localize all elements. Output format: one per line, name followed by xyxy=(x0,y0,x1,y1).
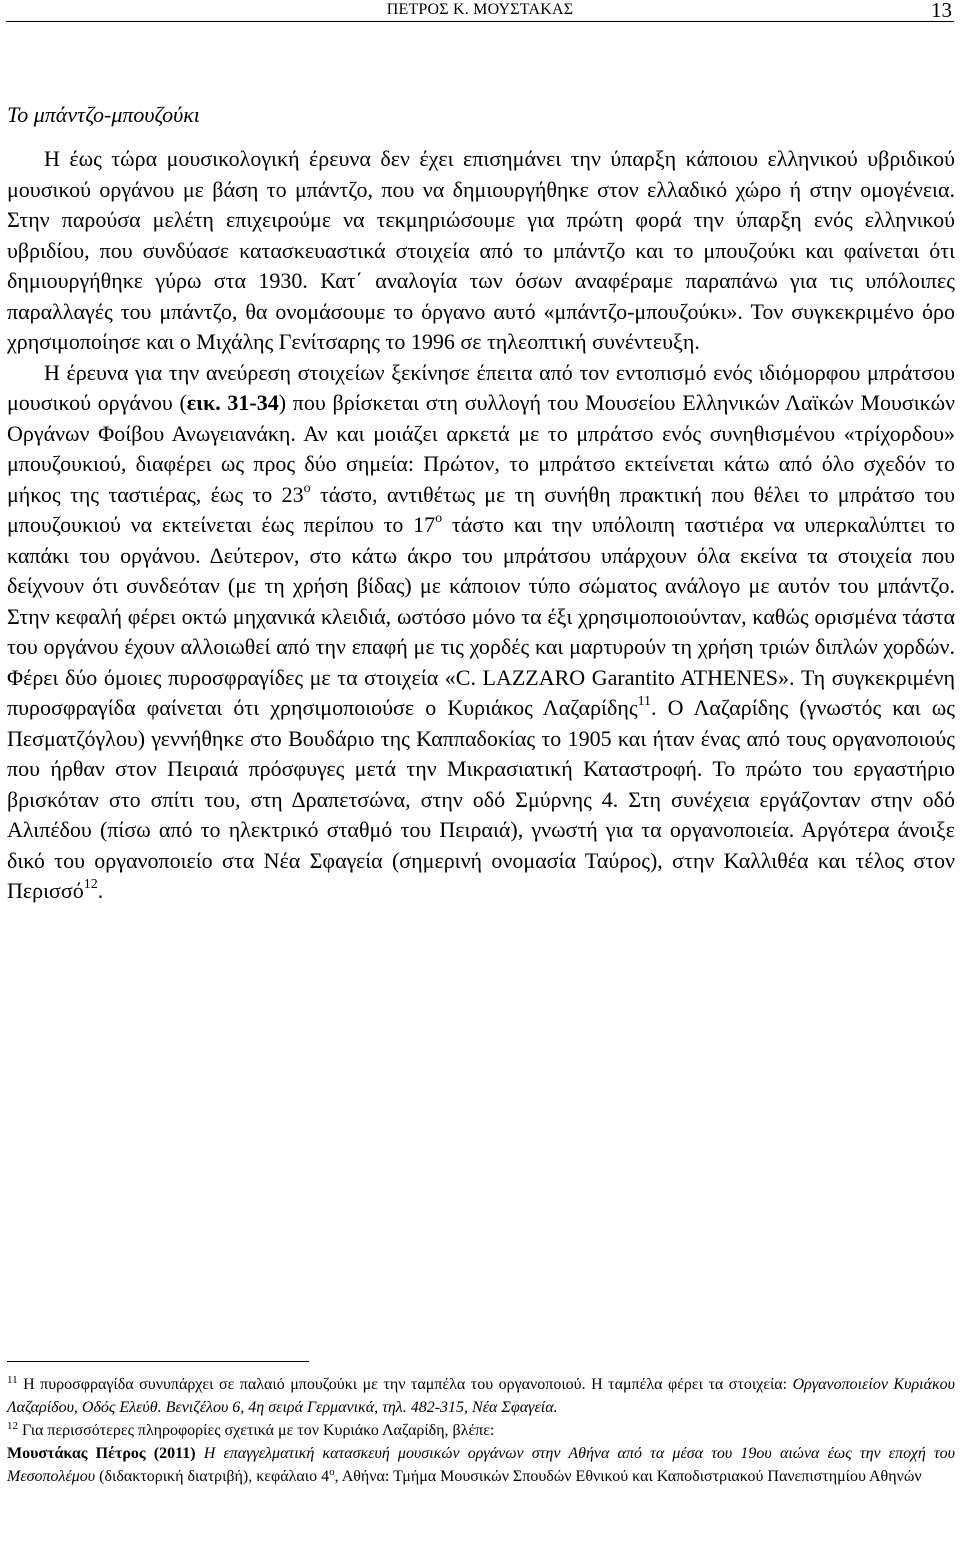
paragraph-text: τάστο, αντιθέτως με τη συνήθη πρακτική που θέλει το μπράτσο του μπουζουκιού να εκτείνεται έως περίπου το 17 xyxy=(7,481,955,537)
footnote-number: 11 xyxy=(7,1374,18,1386)
ordinal-superscript: ο xyxy=(329,1466,335,1478)
section-title: Το μπάντζο-μπουζούκι xyxy=(7,102,200,127)
header-rule xyxy=(6,21,954,22)
footnote-11 xyxy=(7,1373,955,1419)
running-head-author: ΠΕΤΡΟΣ Κ. ΜΟΥΣΤΑΚΑΣ xyxy=(386,1,574,18)
footnote-ref-11[interactable]: 11 xyxy=(637,694,652,709)
footnote-number: 12 xyxy=(7,1420,18,1432)
paragraph-text: ) που βρίσκεται στη συλλογή του Μουσείου Ελληνικών Λαϊκών Μουσικών Οργάνων Φοίβου Ανωγειανάκη. Αν και μοιάζει αρκετά με το μπράτσο ενός συνηθισμένου «τρίχορδου» μπουζουκιού, διαφέρει ως προς δύο σημεία: Πρώτον, το μπράτσο εκτείνεται κάτω από όλο σχεδόν το μήκος της ταστιέρας, έως το 23 xyxy=(7,390,956,507)
footnote-12 xyxy=(7,1419,955,1488)
footnote-ref-12[interactable]: 12 xyxy=(83,877,98,892)
paragraph-text: . Ο Λαζαρίδης (γνωστός και ως Πεσματζόγλου) γεννήθηκε στο Βουδάριο της Καππαδοκίας το 1905 και ήταν ένας από τους οργανοποιούς που ήρθαν στον Πειραιά πρόσφυγες μετά την Μικρασιατική Καταστροφή. Το πρώτο του εργαστήριο βρισκόταν στο σπίτι του, στη Δραπετσώνα, στην οδό Σμύρνης 4. Στη συνέχεια εργάζονταν στην οδό Αλιπέδου (πίσω από το ηλεκτρικό σταθμό του Πειραιά), γνωστή για τα οργανοποιεία. Αργότερα άνοιξε δικό του οργανοποιείο στα Νέα Σφαγεία (σημερινή ονομασία Ταύρος), στην Καλλιθέα και τέλος στον Περισσό xyxy=(7,695,955,903)
footnote-text: Για περισσότερες πληροφορίες σχετικά με τον Κυριάκο Λαζαρίδη, βλέπε: xyxy=(18,1422,495,1439)
main-content xyxy=(7,100,955,907)
paragraph-text: Η έως τώρα μουσικολογική έρευνα δεν έχει επισημάνει την ύπαρξη κάποιου ελληνικού υβριδικού μουσικού οργάνου με βάση το μπάντζο, που να δημιουργήθηκε στον ελλαδικό χώρο ή στην ομογένεια. Στην παρούσα μελέτη επιχειρούμε να τεκμηριώσουμε για πρώτη φορά την ύπαρξη ενός ελληνικού υβριδίου, που συνδύασε κατασκευαστικά στοιχεία από το μπάντζο και το μπουζούκι και φαίνεται ότι δημιουργήθηκε γύρω στα 1930. Κατ΄ αναλογία των όσων αναφέραμε παραπάνω για τις υπόλοιπες παραλλαγές του μπάντζο, θα ονομάσουμε το όργανο αυτό «μπάντζο-μπουζούκι». Τον συγκεκριμένο όρο χρησιμοποίησε και ο Μιχάλης Γενίτσαρης το 1996 σε τηλεοπτική συνέντευξη. xyxy=(7,146,955,354)
paragraph-1 xyxy=(7,144,955,358)
citation-title: Η επαγγελματική κατασκευή μουσικών οργάνων στην Αθήνα από τα μέσα του 19ου αιώνα έως την εποχή του Μεσοπολέμου xyxy=(7,1445,955,1485)
figure-reference: εικ. 31-34 xyxy=(186,390,279,415)
paragraph-text: τάστο και την υπόλοιπη ταστιέρα να υπερκαλύπτει το καπάκι του οργάνου. Δεύτερον, στο κάτω άκρο του μπράτσου υπάρχουν όλα εκείνα τα στοιχεία που δείχνουν ότι συνδεόταν (με τη χρήση βίδας) με κάποιον τύπο σώματος ανάλογο με αυτόν του μπάντζο. Στην κεφαλή φέρει οκτώ μηχανικά κλειδιά, ωστόσο μόνο τα έξι χρησιμοποιούνταν, καθώς ορισμένα τάστα του οργάνου έχουν αλλοιωθεί από την επαφή με τις χορδές και μαρτυρούν τη χρήση τριών διπλών χορδών. Φέρει δύο όμοιες πυροσφραγίδες με τα στοιχεία «C. LAZZARO Garantito ATHENES». Τη συγκεκριμένη πυροσφραγίδα φαίνεται ότι χρησιμοποιούσε ο Κυριάκος Λαζαρίδης xyxy=(7,512,955,720)
page-header xyxy=(0,0,960,22)
footnote-italic-text: Οργανοποιείον Κυριάκου Λαζαρίδου, Οδός Ελεύθ. Βενιζέλου 6, 4η σειρά Γερμανικά, τηλ. 482-315, Νέα Σφαγεία. xyxy=(7,1376,955,1416)
footnote-text: Η πυροσφραγίδα συνυπάρχει σε παλαιό μπουζούκι με την ταμπέλα του οργανοποιού. Η ταμπέλα φέρει τα στοιχεία: xyxy=(17,1376,793,1393)
page-number: 13 xyxy=(931,0,952,22)
ordinal-superscript: ο xyxy=(303,480,311,496)
paragraph-text: . xyxy=(97,878,104,903)
citation-author: Μουστάκας Πέτρος (2011) xyxy=(7,1445,196,1462)
footnote-separator xyxy=(7,1361,309,1362)
footnotes xyxy=(7,1373,955,1488)
ordinal-superscript: ο xyxy=(435,511,443,526)
paragraph-2 xyxy=(7,358,955,907)
footnote-text: (διδακτορική διατριβή), κεφάλαιο 4 xyxy=(95,1468,330,1485)
footnote-text: , Αθήνα: Τμήμα Μουσικών Σπουδών Εθνικού και Καποδιστριακού Πανεπιστημίου Αθηνών xyxy=(334,1468,922,1485)
paragraph-text: Η έρευνα για την ανεύρεση στοιχείων ξεκίνησε έπειτα από τον εντοπισμό ενός ιδιόμορφου μπράτσου μουσικού οργάνου ( xyxy=(7,359,955,415)
